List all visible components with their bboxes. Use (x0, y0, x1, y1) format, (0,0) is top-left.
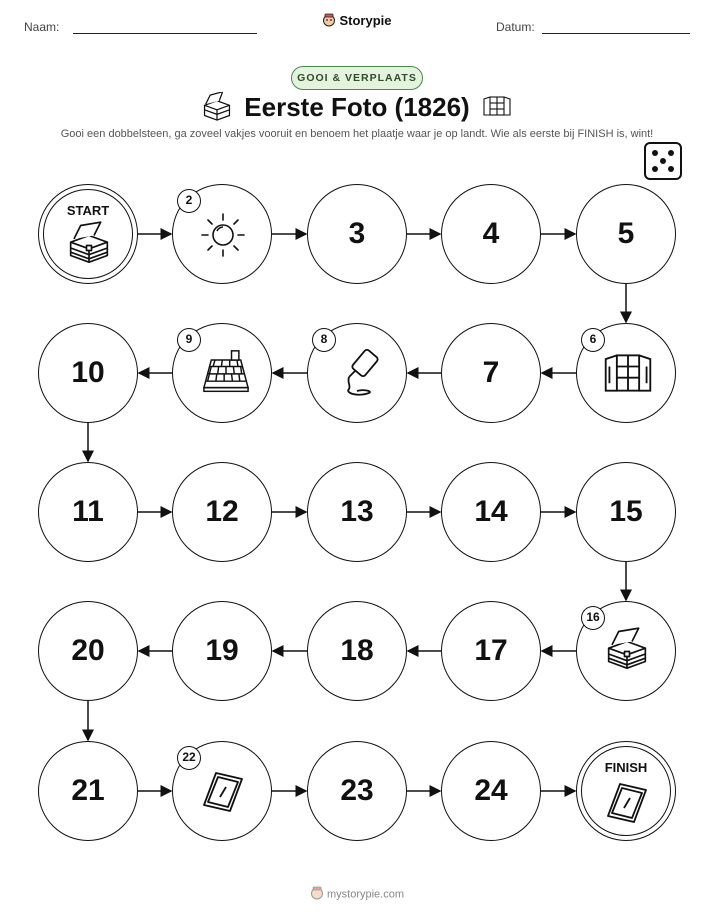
board-space (38, 462, 138, 562)
board-space (307, 741, 407, 841)
space-number: 24 (474, 774, 508, 807)
board-space (307, 323, 407, 423)
roof-icon (198, 349, 248, 399)
board-space (576, 462, 676, 562)
space-number-badge: 22 (177, 746, 201, 770)
board-space (576, 323, 676, 423)
start-space (38, 184, 138, 284)
space-number: 13 (340, 495, 374, 528)
board-space (172, 601, 272, 701)
instructions: Gooi een dobbelsteen, ga zoveel vakjes vooruit en benoem het plaatje waar je op landt. Wie als eerste bij FINISH is, wint! (60, 128, 654, 140)
finish-space (576, 741, 676, 841)
space-number: 18 (340, 634, 374, 667)
board-space (172, 323, 272, 423)
sun-icon (198, 210, 248, 260)
board-space (172, 184, 272, 284)
space-number: 17 (474, 634, 508, 667)
name-label: Naam: (24, 20, 60, 34)
plate-icon (198, 767, 248, 817)
space-number: 12 (205, 495, 239, 528)
storypie-logo-icon (310, 886, 324, 903)
space-number: 23 (340, 774, 374, 807)
chest-icon (64, 221, 114, 271)
board-space (441, 323, 541, 423)
space-number: 3 (348, 217, 366, 250)
footer-url: mystorypie.com (326, 888, 405, 901)
board-space (441, 601, 541, 701)
board-space (307, 601, 407, 701)
board-space (38, 323, 138, 423)
board-space (307, 184, 407, 284)
space-number-badge: 9 (177, 328, 201, 352)
space-number: 4 (482, 217, 500, 250)
space-number: 5 (617, 217, 635, 250)
plate-icon (602, 778, 652, 828)
space-number: 10 (71, 356, 105, 389)
space-number: 20 (71, 634, 105, 667)
space-number-badge: 8 (312, 328, 336, 352)
space-number: 11 (72, 495, 104, 528)
chest-icon (602, 627, 652, 677)
board-space (441, 462, 541, 562)
space-number-badge: 16 (581, 606, 605, 630)
space-number-badge: 2 (177, 189, 201, 213)
board-space (38, 601, 138, 701)
date-label: Datum: (496, 20, 535, 34)
page-title: Eerste Foto (1826) (244, 92, 470, 122)
board-space (307, 462, 407, 562)
board-space (172, 462, 272, 562)
board-space (38, 741, 138, 841)
space-number: 7 (482, 356, 500, 389)
board-space (172, 741, 272, 841)
board-space (576, 601, 676, 701)
space-number: 21 (71, 774, 105, 807)
space-label: FINISH (604, 760, 648, 775)
board-space (441, 184, 541, 284)
category-badge: GOOI & VERPLAATS (291, 66, 423, 90)
space-number: 14 (474, 495, 508, 528)
space-number: 15 (609, 495, 643, 528)
space-number-badge: 6 (581, 328, 605, 352)
brand-name: Storypie (339, 13, 392, 28)
space-label: START (66, 203, 110, 218)
bottle-icon (333, 349, 383, 399)
window-icon (602, 349, 652, 399)
space-number: 19 (205, 634, 239, 667)
board-space (441, 741, 541, 841)
board-space (576, 184, 676, 284)
footer (0, 886, 714, 903)
